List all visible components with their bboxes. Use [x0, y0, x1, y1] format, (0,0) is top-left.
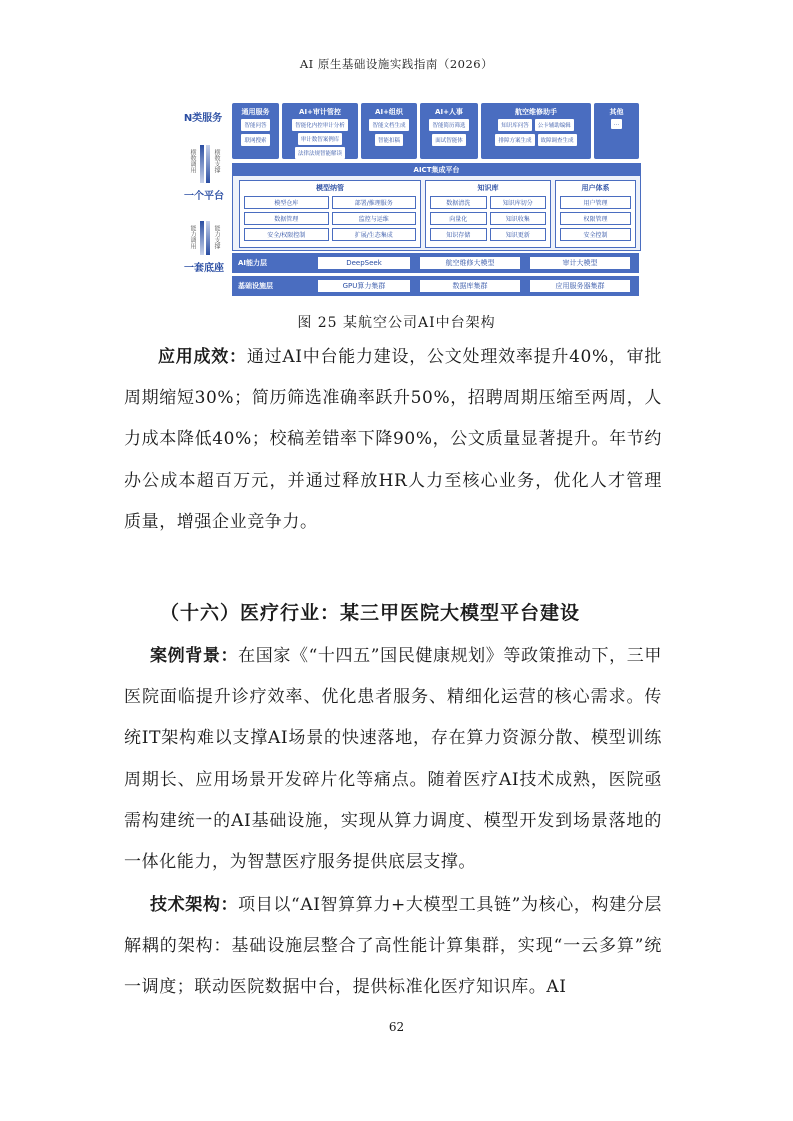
paragraph-label: 案例背景：	[150, 646, 239, 666]
group-chip: 用户管理	[560, 196, 631, 209]
group-chip: 向量化	[430, 212, 487, 225]
layer-chip: 审计大模型	[530, 257, 630, 269]
paragraph-text: 在国家《“十四五”国民健康规划》等政策推动下，三甲医院面临提升诊疗效率、优化患者服务、精细化运营的核心需求。传统IT架构难以支撑AI场景的快速落地，存在算力资源分散、模型训练周期长、应用场景开发碎片化等痛点。随着医疗AI技术成熟，医院亟需构建统一的AI基础设施，实现从算力调度、模型开发到场景落地的一体化能力，为智慧医疗服务提供底层支撑。	[124, 646, 662, 873]
service-maintenance-assistant	[481, 103, 591, 159]
group-title: 知识库	[477, 184, 499, 192]
service-chip: 排障方案生成	[495, 134, 534, 146]
service-title: AI+组织	[375, 108, 403, 116]
arrow2-left-label: 能力调用	[189, 225, 196, 249]
service-title: 通用服务	[241, 108, 270, 116]
layer-title: AI能力层	[238, 259, 268, 267]
service-chip: ...	[611, 119, 622, 129]
group-model-management	[239, 180, 421, 248]
group-chip: 部署/推理服务	[332, 196, 417, 209]
service-chip: 智能简历筛选	[429, 119, 468, 131]
level-one-platform: 一个平台	[184, 191, 224, 202]
paragraph-text: 项目以“AI智算算力+大模型工具链”为核心，构建分层解耦的架构：基础设施层整合了高性能计算集群，实现“一云多算”统一调度；联动医院数据中台，提供标准化医疗知识库。AI	[124, 895, 662, 998]
group-title: 用户体系	[581, 184, 610, 192]
service-title: 其他	[609, 108, 624, 116]
service-hr	[420, 103, 478, 159]
paragraph-label: 技术架构：	[150, 895, 239, 915]
service-chip: 公卡辅助编辑	[535, 119, 574, 131]
down-arrow-1	[200, 145, 204, 183]
level-n-services: N类服务	[183, 113, 223, 124]
service-chip: 故障调查生成	[538, 134, 577, 146]
level-one-base: 一套底座	[184, 263, 224, 274]
layer-chip: 数据库集群	[420, 280, 520, 292]
layer-chip: 航空维修大模型	[420, 257, 520, 269]
layer-chip: GPU算力集群	[318, 280, 410, 292]
section-heading: （十六）医疗行业：某三甲医院大模型平台建设	[160, 602, 581, 624]
group-chip: 扩展/生态集成	[332, 228, 417, 241]
architecture-figure	[180, 103, 639, 298]
group-chip: 知识库切分	[490, 196, 547, 209]
arrow1-left-label: 横数调用	[189, 149, 196, 173]
group-chip: 数据清洗	[430, 196, 487, 209]
service-title: AI+审计管控	[299, 108, 341, 116]
paragraph-results	[124, 337, 662, 543]
up-arrow-1	[206, 145, 210, 183]
service-audit	[282, 103, 358, 159]
aict-platform	[232, 163, 641, 251]
service-organization	[361, 103, 417, 159]
group-title: 模型纳管	[316, 184, 344, 192]
up-arrow-2	[206, 221, 210, 255]
service-chip: 知识库问答	[498, 119, 532, 131]
layer-title: 基础设施层	[238, 282, 273, 290]
group-chip: 知识存储	[430, 228, 487, 241]
service-chip: 面试智能体	[432, 134, 466, 146]
layer-chip: DeepSeek	[318, 257, 410, 269]
arrow2-right-label: 能力支撑	[213, 225, 220, 249]
infrastructure-layer	[232, 276, 639, 296]
paragraph-architecture	[124, 885, 662, 1009]
paragraph-label: 应用成效：	[158, 347, 247, 367]
page-number: 62	[388, 1020, 405, 1034]
group-chip: 数据管理	[244, 212, 329, 225]
service-title: 航空维修助手	[515, 108, 557, 116]
service-chip: 智能文档生成	[369, 119, 408, 131]
group-user-system	[555, 180, 636, 248]
figure-caption: 图 25 某航空公司AI中台架构	[297, 315, 496, 331]
group-knowledge-base	[425, 180, 551, 248]
layer-chip: 应用服务器集群	[530, 280, 630, 292]
figure-level-column	[180, 103, 230, 298]
group-chip: 权限管理	[560, 212, 631, 225]
group-chip: 知识收集	[490, 212, 547, 225]
ai-capability-layer	[232, 253, 639, 273]
platform-title: AICT集成平台	[233, 164, 640, 176]
group-chip: 模型仓库	[244, 196, 329, 209]
down-arrow-2	[200, 221, 204, 255]
service-chip: 审计数智案例库	[298, 133, 343, 145]
service-chip: 智能扣稿	[375, 134, 403, 146]
service-title: AI+人事	[435, 108, 463, 116]
service-general	[232, 103, 279, 159]
service-chip: 联网搜索	[241, 134, 269, 146]
group-chip: 安全/权限控制	[244, 228, 329, 241]
service-chip: 智能问答	[241, 119, 269, 131]
paragraph-text: 通过AI中台能力建设，公文处理效率提升40%，审批周期缩短30%；简历筛选准确率跃升50%，招聘周期压缩至两周，人力成本降低40%；校稿差错率下降90%，公文质量显著提升。年节约办公成本超百万元，并通过释放HR人力至核心业务，优化人才管理质量，增强企业竞争力。	[124, 347, 662, 532]
group-chip: 监控与运维	[332, 212, 417, 225]
paragraph-background	[124, 636, 662, 883]
service-other	[594, 103, 639, 159]
group-chip: 安全控制	[560, 228, 631, 241]
service-chip: 法律法规智能解读	[295, 147, 345, 159]
group-chip: 知识更新	[490, 228, 547, 241]
arrow1-right-label: 横数支撑	[213, 149, 220, 173]
running-header: AI 原生基础设施实践指南（2026）	[299, 57, 494, 71]
service-chip: 智能化内控审计分析	[292, 119, 348, 131]
